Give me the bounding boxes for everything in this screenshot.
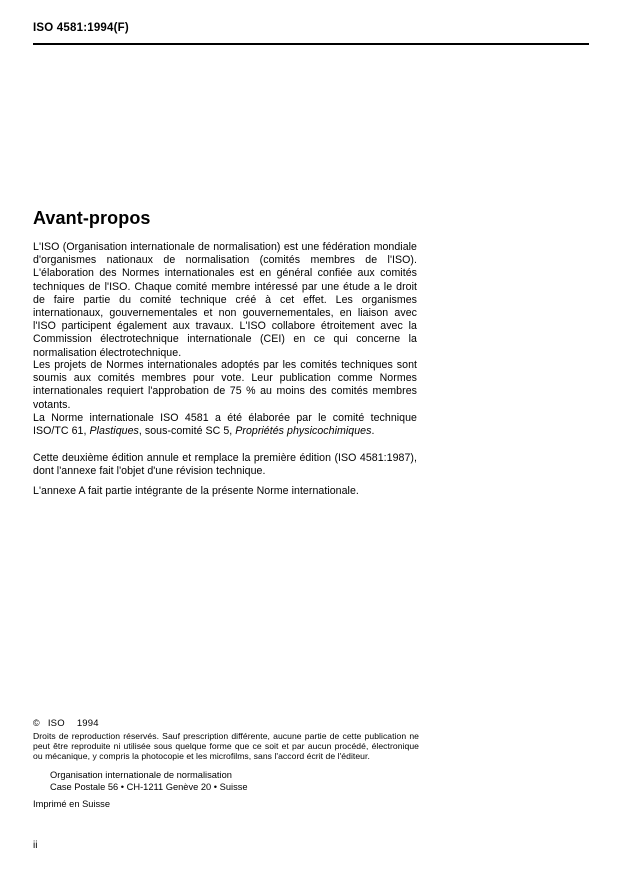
header-divider — [33, 43, 589, 45]
copyright-line — [33, 718, 433, 729]
tc-italic-plastiques: Plastiques — [89, 425, 139, 438]
tc-end-text: . — [371, 425, 375, 438]
publisher-address — [50, 770, 433, 793]
foreword-paragraph-1: L'ISO (Organisation internationale de normalisation) est une fédération mondiale d'organismes nationaux de normalisation (comités membres de l'ISO). L'élaboration des Normes internationales est en général confiée aux comités techniques de l'ISO. Chaque comité membre intéressé par une étude a le droit de faire partie du comité technique créé à cet effet. Les organismes internationaux, gouvernementales et non gouvernementales, en liaison avec l'ISO participent également aux travaux. L'ISO collabore étroitement avec la Commission électrotechnique internationale (CEI) en ce qui concerne la normalisation électrotechnique. — [33, 241, 417, 359]
tc-mid-text: , sous-comité SC 5, — [138, 425, 236, 438]
copyright-organization: ISO — [47, 718, 65, 729]
copyright-year: 1994 — [76, 718, 99, 729]
publisher-name: Organisation internationale de normalisation — [50, 770, 232, 781]
rights-statement: Droits de reproduction réservés. Sauf prescription différente, aucune partie de cette publication ne peut être reproduite ni utilisée sous quelque forme que ce soit et par aucun procédé, électronique ou mécanique, y compris la photocopie et les microfilms, sans l'accord écrit de l'éditeur. — [33, 731, 419, 762]
page-number: ii — [33, 840, 38, 851]
tc-italic-proprietes: Propriétés physicochimiques — [235, 425, 372, 438]
foreword-paragraph-4: Cette deuxième édition annule et remplace la première édition (ISO 4581:1987), dont l'annexe fait l'objet d'une révision technique. — [33, 452, 417, 478]
footer — [33, 718, 433, 809]
page-title: Avant-propos — [33, 208, 151, 228]
publisher-address-line: Case Postale 56 • CH-1211 Genève 20 • Suisse — [50, 781, 248, 792]
printed-in: Imprimé en Suisse — [33, 799, 110, 810]
foreword-paragraph-3 — [33, 412, 417, 438]
tc-lead-text: La Norme internationale ISO 4581 a été élaborée par le comité technique ISO/TC 61, — [33, 412, 417, 438]
foreword-paragraph-2: Les projets de Normes internationales adoptés par les comités techniques sont soumis aux comités membres pour vote. Leur publication comme Normes internationales requiert l'approbation de 75 % au moins des comités membres votants. — [33, 359, 417, 411]
copyright-icon: © — [33, 718, 40, 728]
foreword-paragraph-5: L'annexe A fait partie intégrante de la présente Norme internationale. — [33, 485, 359, 497]
document-identifier: ISO 4581:1994(F) — [33, 22, 129, 34]
